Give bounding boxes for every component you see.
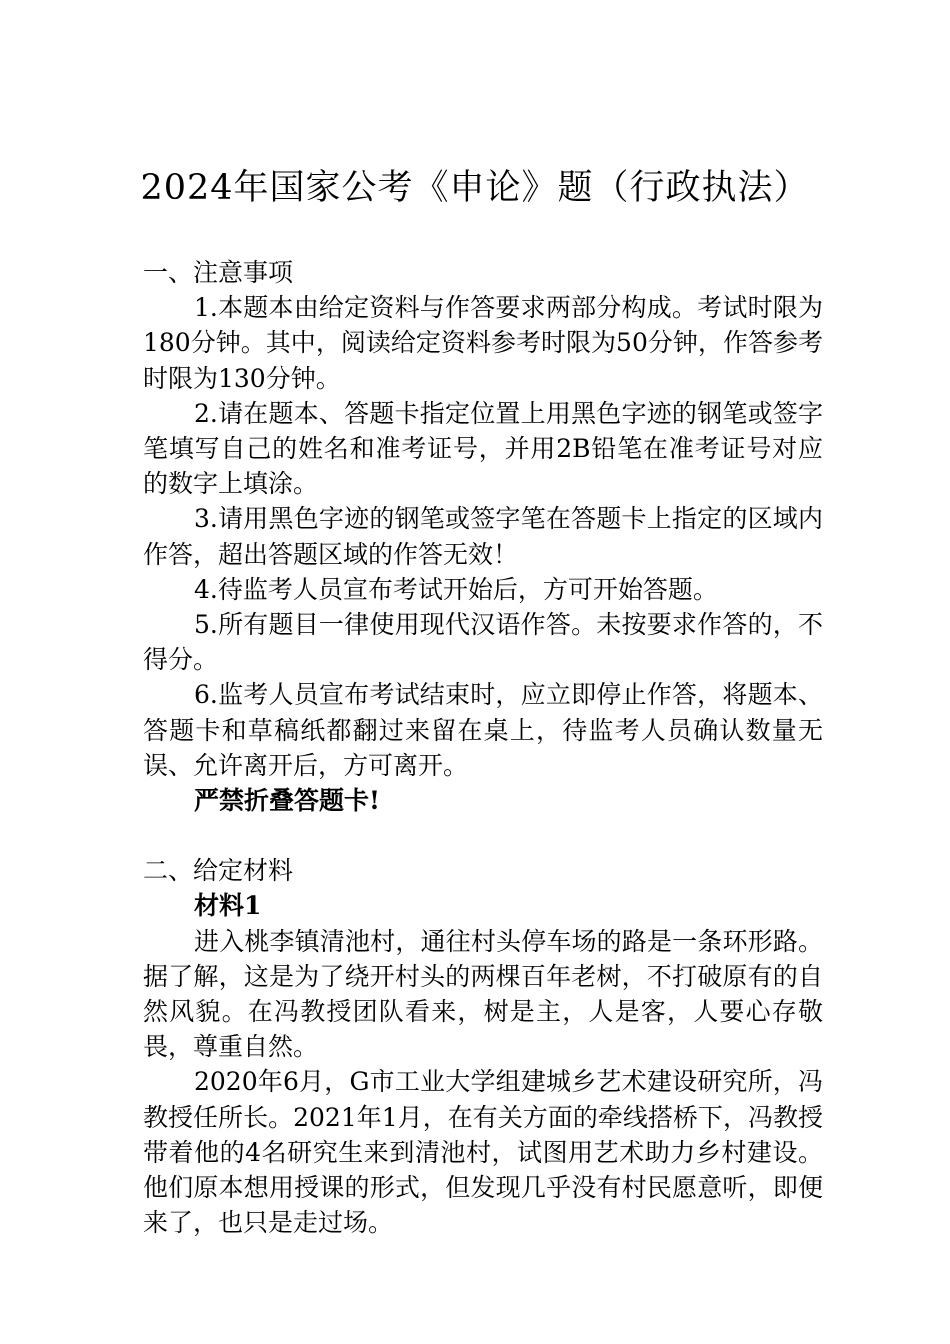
material-paragraph-2: 2020年6月，G市工业大学组建城乡艺术建设研究所，冯教授任所长。2021年1月，在有关方面的牵线搭桥下，冯教授带着他的4名研究生来到清池村，试图用艺术助力乡村建设。他们原本想用授课的形式，但发现几乎没有村民愿意听，即便来了，也只是走过场。 bbox=[143, 1067, 823, 1238]
note-item-3: 3.请用黑色字迹的钢笔或签字笔在答题卡上指定的区域内作答，超出答题区域的作答无效！ bbox=[143, 504, 823, 569]
section-heading-notes: 一、注意事项 bbox=[143, 258, 294, 287]
document-title: 2024年国家公考《申论》题（行政执法） bbox=[140, 168, 810, 208]
document-body bbox=[143, 255, 823, 1240]
note-item-5: 5.所有题目一律使用现代汉语作答。未按要求作答的，不得分。 bbox=[143, 610, 823, 675]
note-item-4: 4.待监考人员宣布考试开始后，方可开始答题。 bbox=[194, 574, 718, 604]
note-item-2: 2.请在题本、答题卡指定位置上用黑色字迹的钢笔或签字笔填写自己的姓名和准考证号，并用2B铅笔在准考证号对应的数字上填涂。 bbox=[143, 398, 823, 499]
warning-text: 严禁折叠答题卡! bbox=[194, 786, 380, 816]
note-item-6: 6.监考人员宣布考试结束时，应立即停止作答，将题本、答题卡和草稿纸都翻过来留在桌上，待监考人员确认数量无误、允许离开后，方可离开。 bbox=[143, 680, 823, 780]
material-paragraph-1: 进入桃李镇清池村，通往村头停车场的路是一条环形路。据了解，这是为了绕开村头的两棵百年老树，不打破原有的自然风貌。在冯教授团队看来，树是主，人是客，人要心存敬畏，尊重自然。 bbox=[143, 926, 823, 1062]
section-heading-materials: 二、给定材料 bbox=[143, 856, 294, 886]
section-spacer bbox=[143, 818, 823, 853]
note-item-1: 1.本题本由给定资料与作答要求两部分构成。考试时限为180分钟。其中，阅读给定资料参考时限为50分钟，作答参考时限为130分钟。 bbox=[143, 293, 823, 393]
material-label: 材料1 bbox=[194, 891, 262, 921]
